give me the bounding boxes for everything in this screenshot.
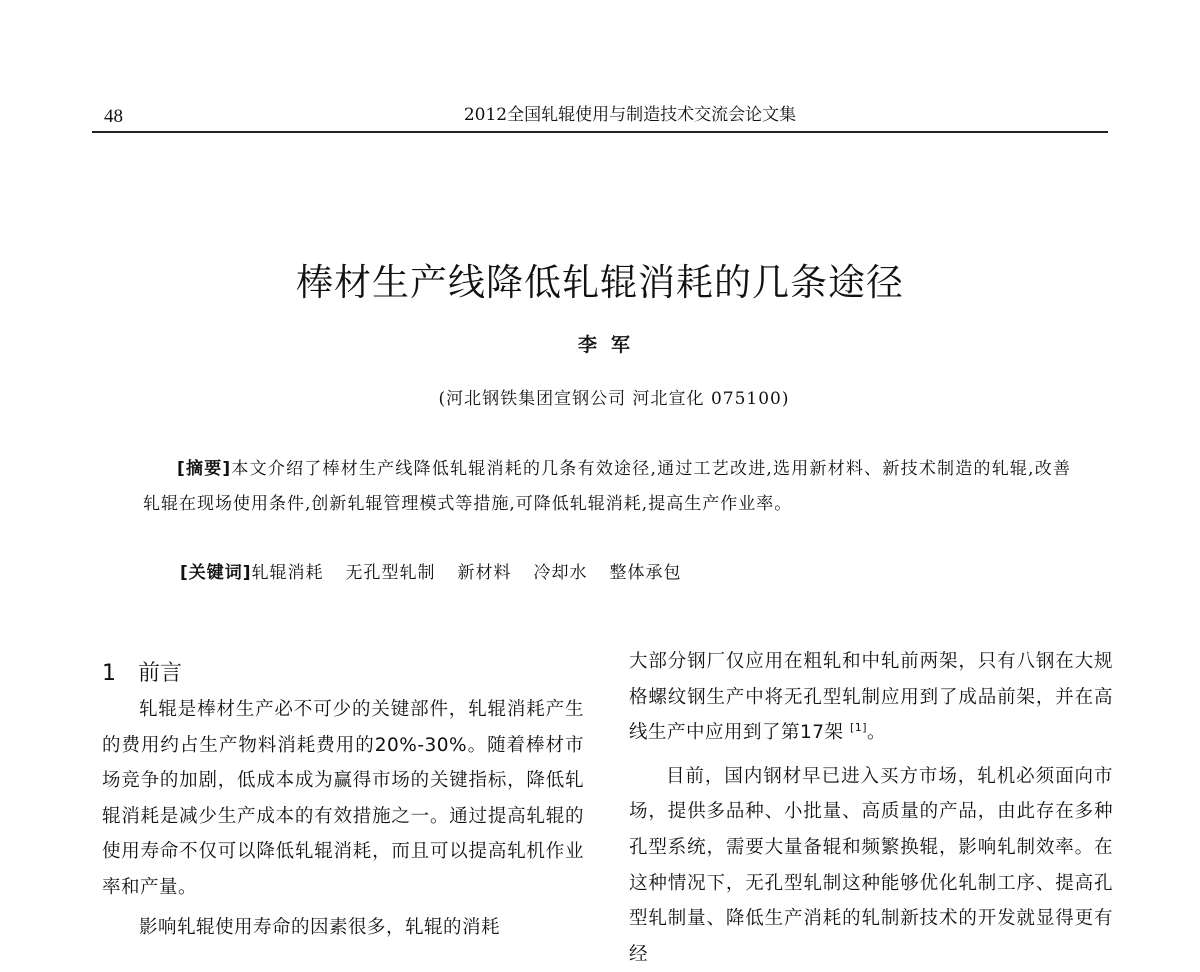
paragraph-end: 。 [867, 722, 887, 744]
keywords-label: [关键词] [180, 563, 252, 583]
section-number: 1 [102, 661, 116, 686]
page-number: 48 [104, 106, 123, 127]
author-affiliation: (河北钢铁集团宣钢公司 河北宣化 075100) [438, 389, 790, 409]
citation-ref: [1] [849, 721, 868, 735]
paragraph-text: 大部分钢厂仅应用在粗轧和中轧前两架，只有八钢在大规格螺纹钢生产中将无孔型轧制应用到了成品前架，并在高线生产中应用到了第17架 [629, 651, 1113, 744]
abstract-text: 本文介绍了棒材生产线降低轧辊消耗的几条有效途径,通过工艺改进,选用新材料、新技术制造的轧辊,改善轧辊在现场使用条件,创新轧辊管理模式等措施,可降低轧辊消耗,提高生产作业率。 [143, 459, 1071, 514]
running-header: 2012全国轧辊使用与制造技术交流会论文集 [463, 105, 797, 125]
abstract [143, 452, 1071, 522]
keyword-item: 轧辊消耗 [251, 563, 324, 583]
left-column [102, 692, 584, 945]
keyword-item: 整体承包 [609, 563, 682, 583]
body-paragraph: 影响轧辊使用寿命的因素很多，轧辊的消耗 [139, 916, 501, 938]
keyword-item: 新材料 [457, 563, 512, 583]
body-paragraph: 轧辊是棒材生产必不可少的关键部件，轧辊消耗产生的费用约占生产物料消耗费用的20%-30%。随着棒材市场竞争的加剧，低成本成为赢得市场的关键指标，降低轧辊消耗是减少生产成本的有效措施之一。通过提高轧辊的使用寿命不仅可以降低轧辊消耗，而且可以提高轧机作业率和产量。 [102, 699, 584, 898]
header-rule [92, 131, 1108, 133]
keyword-item: 冷却水 [533, 563, 588, 583]
abstract-label: [摘要] [177, 459, 232, 479]
article-title: 棒材生产线降低轧辊消耗的几条途径 [296, 261, 904, 304]
keyword-item: 无孔型轧制 [345, 563, 436, 583]
body-paragraph: 目前，国内钢材早已进入买方市场，轧机必须面向市场，提供多品种、小批量、高质量的产品，由此存在多种孔型系统，需要大量备辊和频繁换辊，影响轧制效率。在这种情况下，无孔型轧制这种能够优化轧制工序、提高孔型轧制量、降低生产消耗的轧制新技术的开发就显得更有经 [629, 765, 1113, 965]
section-heading [102, 656, 182, 687]
author-name: 李军 [577, 334, 644, 356]
right-column [629, 644, 1113, 972]
body-paragraph [629, 644, 1113, 751]
section-title: 前言 [138, 661, 183, 686]
keywords [180, 558, 704, 583]
